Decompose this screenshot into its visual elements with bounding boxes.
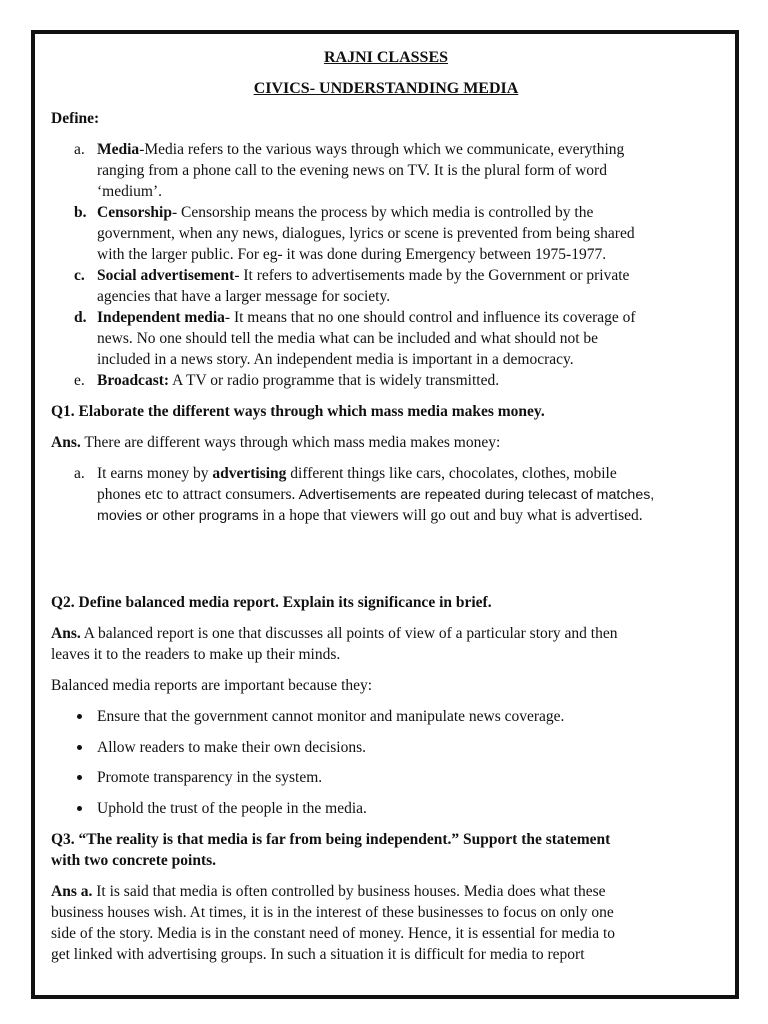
definition-text: agencies that have a larger message for society. [97,288,391,305]
definition-text: news. No one should tell the media what can be included and what should not be [97,330,599,347]
answer-text: Advertisements are repeated during telecast of matches, [295,487,655,503]
question-3: with two concrete points. [51,852,217,869]
page-subtitle: CIVICS- UNDERSTANDING MEDIA [253,80,519,97]
answer-text: side of the story. Media is in the constant need of money. Hence, it is essential for media to [51,925,616,942]
list-marker: b. [74,204,87,221]
definition-term: Censorship [97,204,172,221]
answer-text: There are different ways through which mass media makes money: [80,434,501,451]
list-marker: a. [74,465,85,482]
definition-text: government, when any news, dialogues, lyrics or scene is prevented from being shared [97,225,635,242]
bullet-text: Uphold the trust of the people in the media. [97,800,367,817]
definition-text: -Media refers to the various ways through which we communicate, everything [139,141,625,158]
answer-text: A balanced report is one that discusses all points of view of a particular story and then [80,625,618,642]
answer-text: It earns money by [97,465,213,482]
list-marker: d. [74,309,87,326]
list-marker: a. [74,141,85,158]
definition-text: ranging from a phone call to the evening news on TV. It is the plural form of word [97,162,607,179]
definition-text: - It refers to advertisements made by the Government or private [234,267,630,284]
answer-text: It is said that media is often controlled by business houses. Media does what these [92,883,606,900]
answer-label: Ans. [51,625,81,642]
answer-text: different things like cars, chocolates, clothes, mobile [286,465,617,482]
bullet-icon [77,775,82,780]
page-border [31,30,739,999]
definition-text: with the larger public. For eg- it was done during Emergency between 1975-1977. [97,246,607,263]
answer-text: in a hope that viewers will go out and buy what is advertised. [258,507,643,524]
bullet-text: Ensure that the government cannot monitor and manipulate news coverage. [97,708,565,725]
answer-text: leaves it to the readers to make up their minds. [51,646,341,663]
answer-intro: Balanced media reports are important because they: [51,677,373,694]
definition-term: Independent media [97,309,225,326]
answer-text: business houses wish. At times, it is in the interest of these businesses to focus on only one [51,904,614,921]
definition-term: Broadcast: [97,372,170,389]
page-title: RAJNI CLASSES [323,49,449,66]
bullet-icon [77,714,82,719]
list-marker: e. [74,372,85,389]
answer-text: movies or other programs [97,508,259,524]
definition-text: A TV or radio programme that is widely transmitted. [169,372,500,389]
question-2: Q2. Define balanced media report. Explain its significance in brief. [51,594,492,611]
question-3: Q3. “The reality is that media is far from being independent.” Support the statement [51,831,611,848]
answer-label: Ans. [51,434,81,451]
bullet-text: Allow readers to make their own decisions. [97,739,367,756]
definition-term: Media [97,141,140,158]
answer-text: phones etc to attract consumers. [97,486,296,503]
definition-text: - It means that no one should control and influence its coverage of [224,309,636,326]
definition-text: - Censorship means the process by which media is controlled by the [171,204,594,221]
answer-emphasis: advertising [212,465,287,482]
list-marker: c. [74,267,85,284]
definition-text: ‘medium’. [97,183,162,200]
bullet-text: Promote transparency in the system. [97,769,323,786]
answer-label: Ans a. [51,883,93,900]
answer-text: get linked with advertising groups. In such a situation it is difficult for media to report [51,946,585,963]
define-heading: Define: [51,110,100,127]
question-1: Q1. Elaborate the different ways through which mass media makes money. [51,403,545,420]
bullet-icon [77,745,82,750]
definition-term: Social advertisement [97,267,235,284]
definition-text: included in a news story. An independent media is important in a democracy. [97,351,574,368]
bullet-icon [77,806,82,811]
